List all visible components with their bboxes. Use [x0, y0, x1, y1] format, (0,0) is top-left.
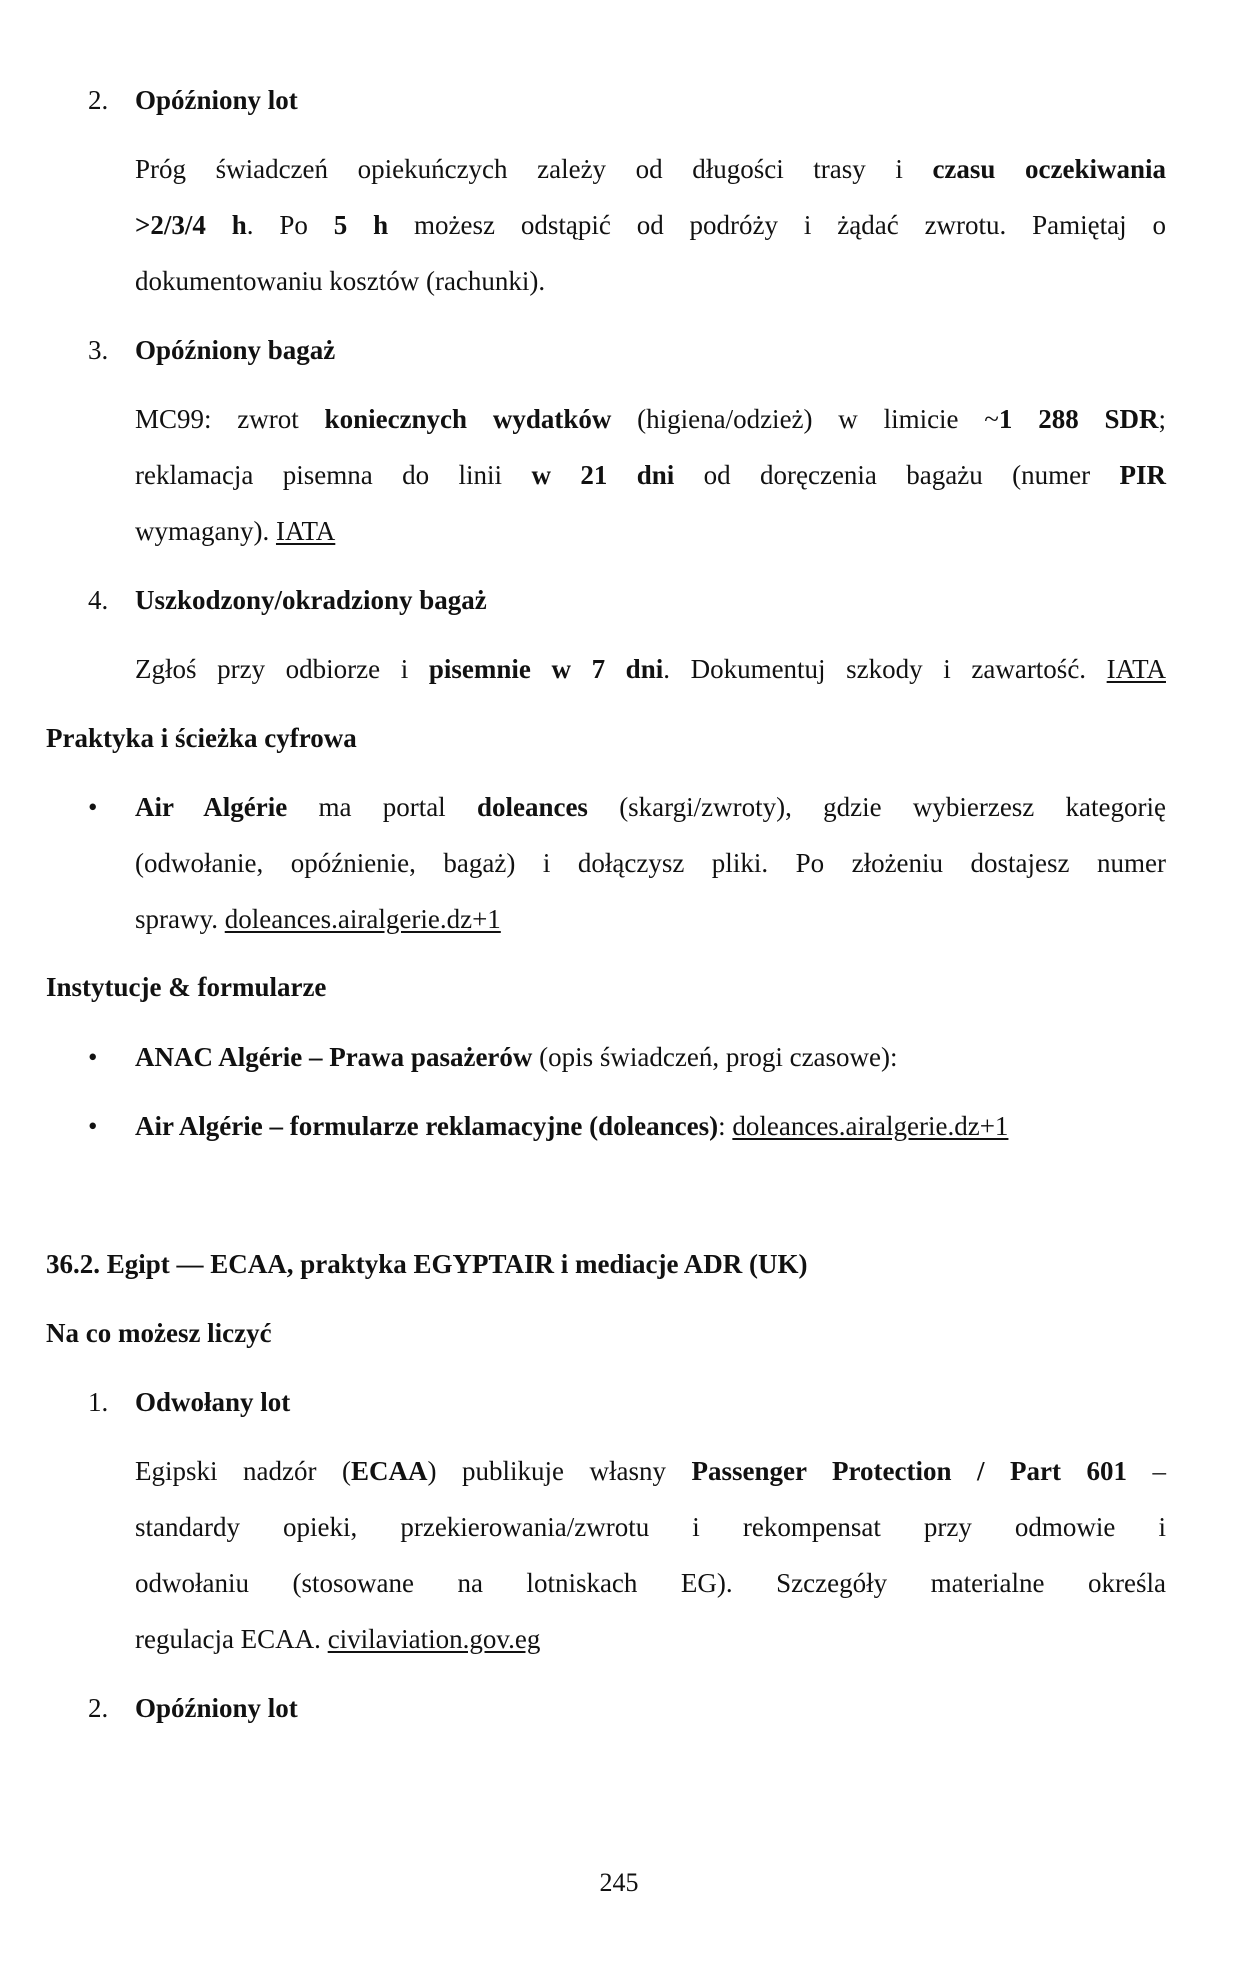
list-number: 1. [88, 1387, 109, 1417]
item-title-delayed-flight: Opóźniony lot [135, 85, 298, 115]
paragraph-line [135, 208, 1166, 242]
link-civilaviation[interactable]: civilaviation.gov.eg [327, 1624, 541, 1654]
bold-text: >2/3/4 h [135, 210, 247, 240]
bullet-icon: • [88, 792, 98, 822]
paragraph-line: (odwołanie, opóźnienie, bagaż) i dołączysz pliki. Po złożeniu dostajesz numer [135, 848, 1166, 878]
link-doleances[interactable]: doleances.airalgerie.dz+1 [732, 1111, 1009, 1141]
item-title-damaged-baggage: Uszkodzony/okradziony bagaż [135, 585, 487, 615]
paragraph-line [135, 652, 1166, 686]
text: : [718, 1111, 733, 1141]
text: wymagany). [135, 516, 276, 546]
paragraph-line [135, 152, 1166, 186]
text: Zgłoś przy odbiorze i [135, 654, 429, 684]
text: Próg świadczeń opiekuńczych zależy od długości trasy i [135, 154, 933, 184]
text: ; [1158, 404, 1166, 434]
section-heading-institutions: Instytucje & formularze [46, 972, 327, 1002]
list-number: 2. [88, 85, 109, 115]
bullet-icon: • [88, 1111, 98, 1141]
text: regulacja ECAA. [135, 1624, 328, 1654]
text: (skargi/zwroty), gdzie wybierzesz kategorię [587, 792, 1166, 822]
text: możesz odstąpić od podróży i żądać zwrotu. Pamiętaj o [388, 210, 1166, 240]
section-heading-egypt: 36.2. Egipt — ECAA, praktyka EGYPTAIR i mediacje ADR (UK) [46, 1249, 808, 1279]
bold-text: Air Algérie [135, 792, 288, 822]
list-item-air-algerie-forms [135, 1109, 1008, 1143]
text: (opis świadczeń, progi czasowe): [532, 1042, 898, 1072]
list-item-anac [135, 1040, 898, 1074]
text: od doręczenia bagażu (numer [674, 460, 1120, 490]
list-number: 2. [88, 1693, 109, 1723]
bold-text: w 21 dni [531, 460, 675, 490]
paragraph-line: dokumentowaniu kosztów (rachunki). [135, 266, 546, 296]
paragraph-line [135, 790, 1166, 824]
item-title-cancelled-flight: Odwołany lot [135, 1387, 291, 1417]
bold-text: Air Algérie – formularze reklamacyjne (doleances) [135, 1111, 719, 1141]
bold-text: 5 h [333, 210, 389, 240]
bold-text: ANAC Algérie – Prawa pasażerów [135, 1042, 533, 1072]
link-iata[interactable]: IATA [275, 516, 336, 546]
list-number: 3. [88, 335, 109, 365]
paragraph-line: odwołaniu (stosowane na lotniskach EG). Szczegóły materialne określa [135, 1568, 1166, 1598]
text: Egipski nadzór ( [135, 1456, 351, 1486]
text: MC99: zwrot [135, 404, 325, 434]
item-title-delayed-baggage: Opóźniony bagaż [135, 335, 336, 365]
page-number: 245 [599, 1868, 639, 1897]
bold-text: PIR [1119, 460, 1166, 490]
bold-text: koniecznych wydatków [324, 404, 612, 434]
paragraph-line [135, 514, 335, 548]
text: . Dokumentuj szkody i zawartość. [663, 654, 1107, 684]
list-number: 4. [88, 585, 109, 615]
text: . Po [246, 210, 334, 240]
text: – [1126, 1456, 1166, 1486]
paragraph-line [135, 402, 1166, 436]
bold-text: czasu oczekiwania [932, 154, 1166, 184]
bold-text: 1 288 SDR [998, 404, 1159, 434]
item-title-delayed-flight: Opóźniony lot [135, 1693, 298, 1723]
paragraph-line [135, 1454, 1166, 1488]
bold-text: doleances [476, 792, 588, 822]
paragraph-line [135, 902, 501, 936]
paragraph-line [135, 1622, 540, 1656]
text: ) publikuje własny [427, 1456, 692, 1486]
bold-text: Passenger Protection / Part 601 [691, 1456, 1127, 1486]
bold-text: pisemnie w 7 dni [428, 654, 664, 684]
link-doleances[interactable]: doleances.airalgerie.dz+1 [224, 904, 501, 934]
section-heading-practice: Praktyka i ścieżka cyfrowa [46, 723, 357, 753]
text: (higiena/odzież) w limicie ~ [611, 404, 999, 434]
paragraph-line: standardy opieki, przekierowania/zwrotu i rekompensat przy odmowie i [135, 1512, 1166, 1542]
bullet-icon: • [88, 1042, 98, 1072]
bold-text: ECAA [350, 1456, 428, 1486]
text: sprawy. [135, 904, 225, 934]
text: ma portal [287, 792, 477, 822]
text: reklamacja pisemna do linii [135, 460, 532, 490]
paragraph-line [135, 458, 1166, 492]
link-iata[interactable]: IATA [1106, 654, 1166, 684]
subheading-what-to-expect: Na co możesz liczyć [46, 1318, 272, 1348]
